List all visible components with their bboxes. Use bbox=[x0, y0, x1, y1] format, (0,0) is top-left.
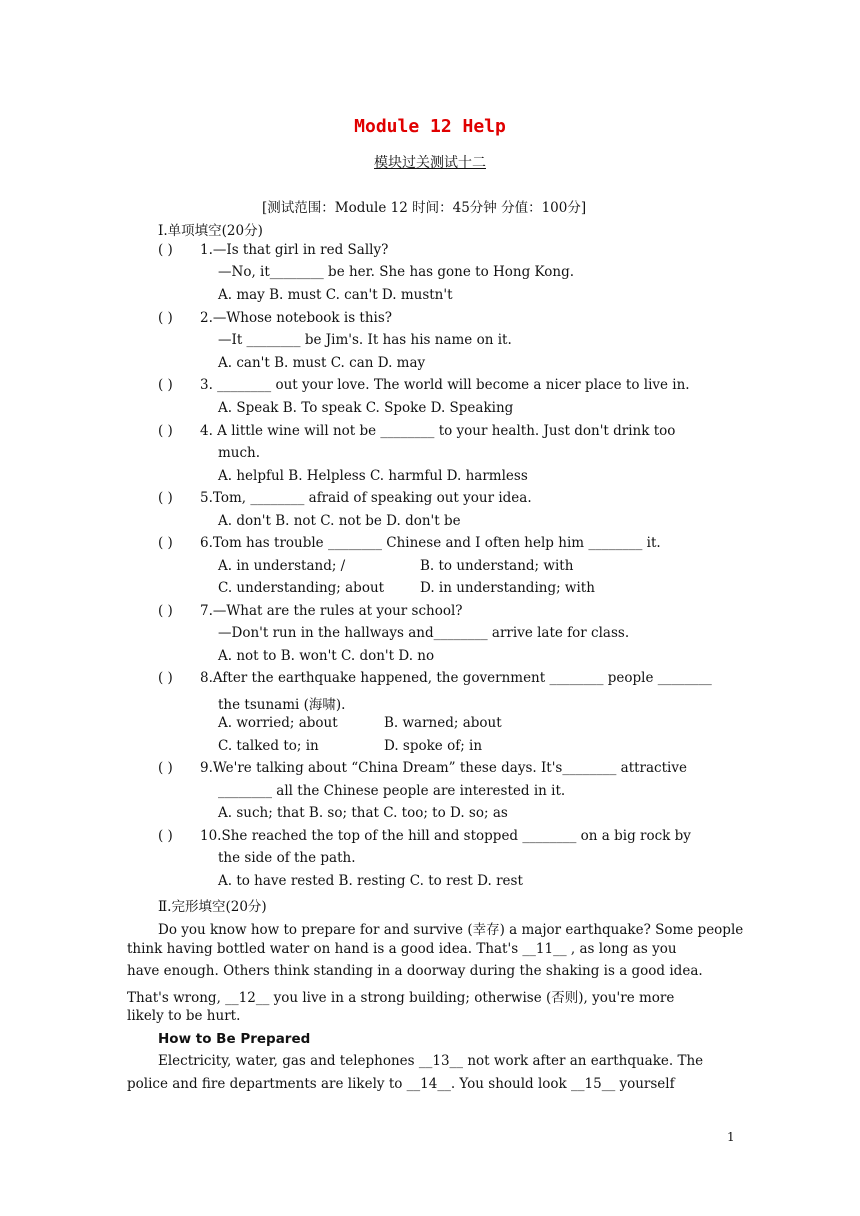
answer-blank: ( ) bbox=[158, 603, 173, 619]
question-option: D. in understanding; with bbox=[420, 580, 595, 596]
document-title: Module 12 Help bbox=[354, 116, 506, 137]
passage-line: Electricity, water, gas and telephones __13__ not work after an earthquake. The bbox=[158, 1053, 704, 1069]
section-title-cloze: Ⅱ.完形填空(20分) bbox=[158, 899, 267, 915]
section-title-single-choice: Ⅰ.单项填空(20分) bbox=[158, 223, 263, 239]
answer-blank: ( ) bbox=[158, 310, 173, 326]
question-options: A. don't B. not C. not be D. don't be bbox=[218, 513, 461, 529]
question-option: A. worried; about bbox=[218, 715, 338, 731]
test-info: [测试范围：Module 12 时间：45分钟 分值：100分] bbox=[262, 200, 587, 216]
question-options: A. to have rested B. resting C. to rest D. rest bbox=[218, 873, 523, 889]
question-text: 8.After the earthquake happened, the government ________ people ________ bbox=[200, 670, 712, 686]
answer-blank: ( ) bbox=[158, 760, 173, 776]
passage-line: Do you know how to prepare for and survive (幸存) a major earthquake? Some people bbox=[158, 922, 744, 938]
question-option: B. warned; about bbox=[384, 715, 502, 731]
question-options: A. Speak B. To speak C. Spoke D. Speaking bbox=[218, 400, 514, 416]
question-text: ________ all the Chinese people are interested in it. bbox=[218, 783, 566, 799]
question-options: A. not to B. won't C. don't D. no bbox=[218, 648, 435, 664]
question-text: the side of the path. bbox=[218, 850, 356, 866]
passage-line: police and fire departments are likely to __14__. You should look __15__ yourself bbox=[127, 1076, 675, 1092]
answer-blank: ( ) bbox=[158, 423, 173, 439]
question-text: 9.We're talking about “China Dream” these days. It's________ attractive bbox=[200, 760, 687, 776]
question-text: 10.She reached the top of the hill and stopped ________ on a big rock by bbox=[200, 828, 691, 844]
question-text: —It ________ be Jim's. It has his name on it. bbox=[218, 332, 512, 348]
question-option: C. understanding; about bbox=[218, 580, 385, 596]
question-text: —Don't run in the hallways and________ arrive late for class. bbox=[218, 625, 630, 641]
question-options: A. such; that B. so; that C. too; to D. so; as bbox=[218, 805, 508, 821]
answer-blank: ( ) bbox=[158, 535, 173, 551]
answer-blank: ( ) bbox=[158, 670, 173, 686]
question-option: A. in understand; / bbox=[218, 558, 346, 574]
answer-blank: ( ) bbox=[158, 828, 173, 844]
answer-blank: ( ) bbox=[158, 242, 173, 258]
question-options: A. helpful B. Helpless C. harmful D. harmless bbox=[218, 468, 528, 484]
question-text: much. bbox=[218, 445, 261, 461]
passage-line: have enough. Others think standing in a doorway during the shaking is a good idea. bbox=[127, 963, 703, 979]
question-text: 6.Tom has trouble ________ Chinese and I often help him ________ it. bbox=[200, 535, 661, 551]
question-options: A. may B. must C. can't D. mustn't bbox=[218, 287, 453, 303]
question-option: B. to understand; with bbox=[420, 558, 574, 574]
question-text: 3. ________ out your love. The world will become a nicer place to live in. bbox=[200, 377, 690, 393]
question-text: the tsunami (海啸). bbox=[218, 697, 346, 713]
question-text: 1.—Is that girl in red Sally? bbox=[200, 242, 389, 258]
passage-line: likely to be hurt. bbox=[127, 1008, 241, 1024]
question-text: 7.—What are the rules at your school? bbox=[200, 603, 463, 619]
passage-line: think having bottled water on hand is a good idea. That's __11__ , as long as you bbox=[127, 941, 677, 957]
answer-blank: ( ) bbox=[158, 377, 173, 393]
answer-blank: ( ) bbox=[158, 490, 173, 506]
question-options: A. can't B. must C. can D. may bbox=[218, 355, 426, 371]
document-subtitle: 模块过关测试十二 bbox=[374, 155, 486, 171]
page-number: 1 bbox=[727, 1130, 735, 1144]
passage-line: That's wrong, __12__ you live in a strong building; otherwise (否则), you're more bbox=[127, 990, 675, 1006]
question-option: D. spoke of; in bbox=[384, 738, 483, 754]
passage-heading: How to Be Prepared bbox=[158, 1031, 311, 1047]
question-text: 4. A little wine will not be ________ to your health. Just don't drink too bbox=[200, 423, 676, 439]
question-text: 5.Tom, ________ afraid of speaking out your idea. bbox=[200, 490, 532, 506]
question-text: —No, it________ be her. She has gone to Hong Kong. bbox=[218, 264, 574, 280]
question-option: C. talked to; in bbox=[218, 738, 319, 754]
question-text: 2.—Whose notebook is this? bbox=[200, 310, 393, 326]
